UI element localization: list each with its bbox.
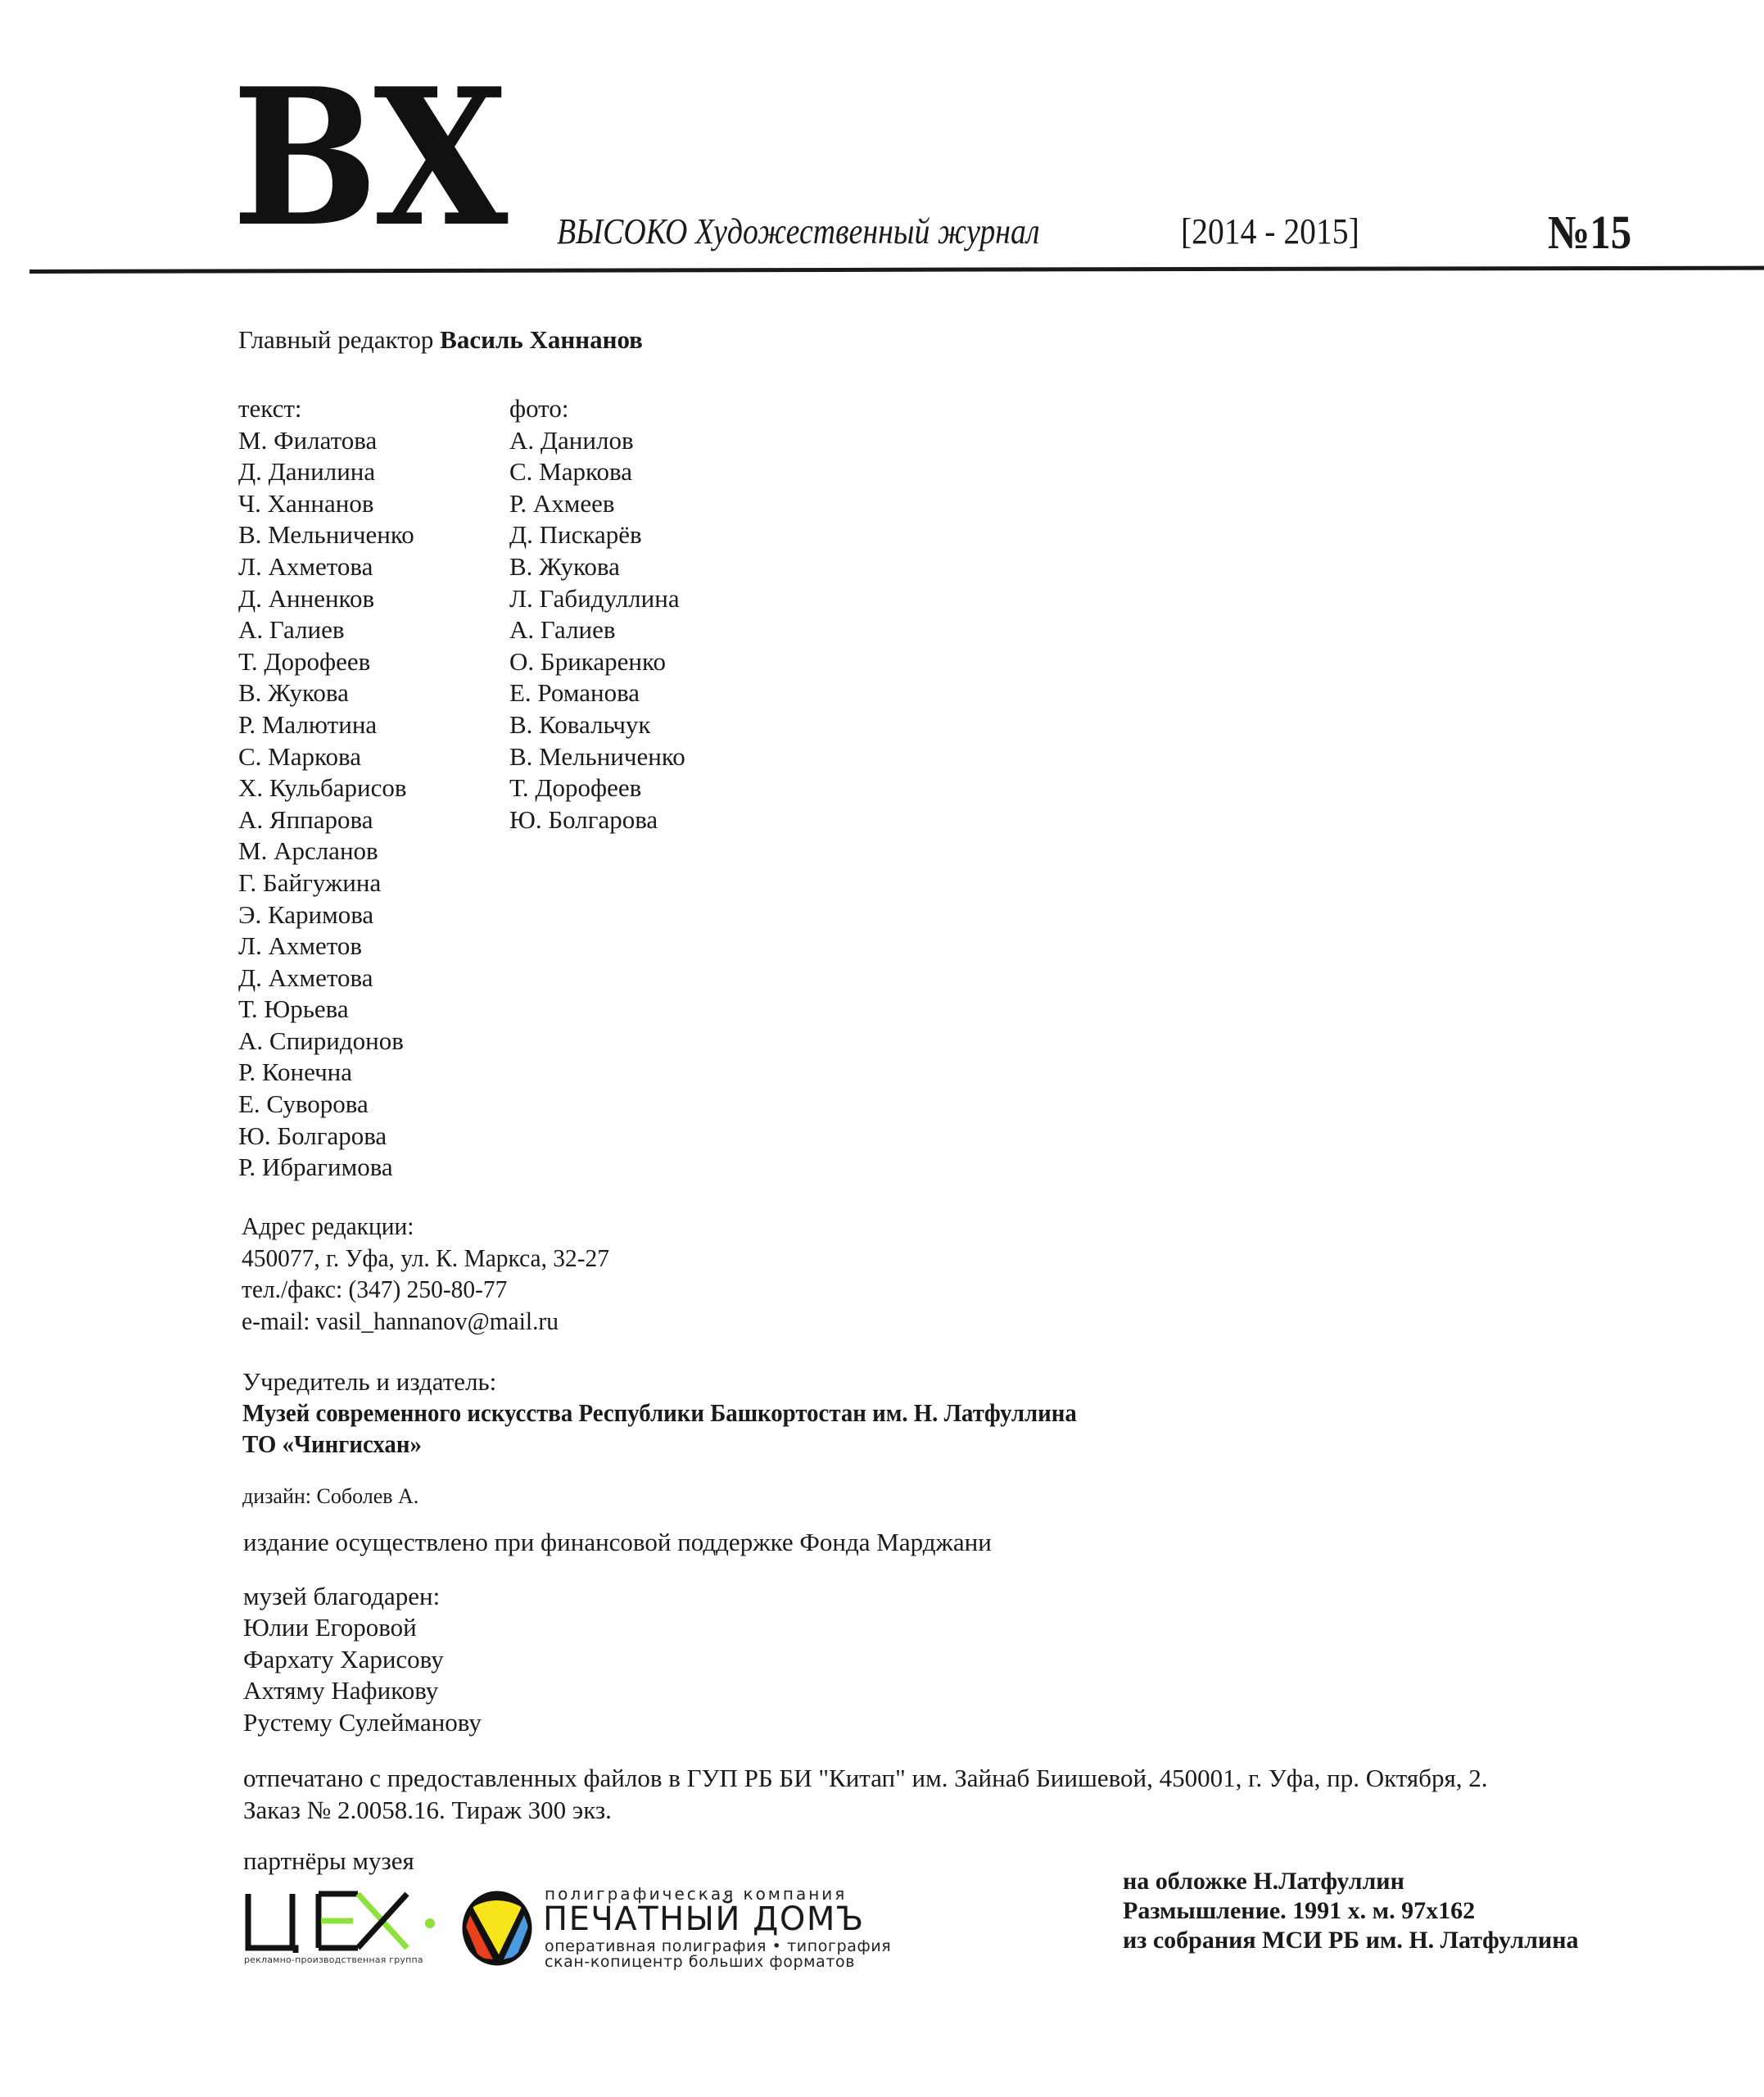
text-author: А. Спиридонов — [238, 1026, 404, 1055]
text-author: В. Жукова — [238, 678, 349, 708]
chief-editor-label: Главный редактор — [238, 325, 434, 354]
address-street: 450077, г. Уфа, ул. К. Маркса, 32-27 — [242, 1243, 610, 1272]
acknowledged-person: Ахтяму Нафикову — [243, 1676, 439, 1705]
pd-company-name: ПЕЧАТНЫЙ ДОМЪ — [543, 1900, 865, 1938]
printing-line-1: отпечатано с предоставленных файлов в ГУП РБ БИ "Китап" им. Зайнаб Биишевой, 450001, г. Уфа, пр. Октября, 2. — [243, 1764, 1488, 1792]
photo-author: Р. Ахмеев — [509, 488, 615, 518]
photo-author: В. Жукова — [509, 551, 620, 581]
tsex-letter-ts — [248, 1894, 296, 1953]
cover-note-line-2: Размышление. 1991 х. м. 97х162 — [1123, 1897, 1476, 1924]
acknowledged-person: Юлии Егоровой — [243, 1613, 417, 1642]
photo-author: А. Данилов — [509, 425, 634, 455]
photo-author: Е. Романова — [509, 678, 640, 708]
publisher-label: Учредитель и издатель: — [242, 1367, 497, 1396]
text-credits-label: текст: — [238, 394, 302, 423]
text-author: Ч. Ханнанов — [238, 488, 374, 518]
acknowledged-person: Рустему Сулейманову — [243, 1707, 482, 1737]
text-author: Х. Кульбарисов — [238, 773, 407, 803]
text-author: Г. Байгужина — [238, 867, 382, 897]
photo-author: С. Маркова — [509, 457, 632, 487]
cover-note-line-1: на обложке Н.Латфуллин — [1123, 1868, 1404, 1895]
partners-label: партнёры музея — [243, 1846, 414, 1875]
text-author: М. Арсланов — [238, 836, 378, 866]
tsex-letter-e — [319, 1894, 358, 1948]
printing-line-2: Заказ № 2.0058.16. Тираж 300 экз. — [243, 1796, 612, 1824]
text-author: Е. Суворова — [238, 1089, 369, 1119]
photo-author: Д. Пискарёв — [509, 520, 642, 550]
photo-author: А. Галиев — [509, 615, 616, 645]
text-author: Р. Ибрагимова — [238, 1153, 393, 1182]
cover-note — [1123, 1866, 1578, 1954]
text-author: Д. Ахметова — [238, 962, 373, 992]
text-author: Д. Анненков — [238, 583, 375, 613]
photo-author: О. Брикаренко — [509, 646, 666, 676]
text-author: Р. Конечна — [238, 1058, 353, 1087]
address-label: Адрес редакции: — [242, 1212, 414, 1240]
text-author: Р. Малютина — [238, 709, 378, 739]
photo-author: Л. Габидуллина — [509, 583, 680, 613]
photo-credits — [509, 393, 685, 834]
text-author: В. Мельниченко — [238, 520, 414, 550]
pechatny-dom-logo-icon — [461, 1891, 533, 1966]
text-author: М. Филатова — [238, 425, 378, 455]
address-email[interactable]: e-mail: vasil_hannanov@mail.ru — [242, 1306, 559, 1335]
tsex-caption: рекламно-производственная группа — [244, 1954, 423, 1965]
magazine-subtitle: ВЫСОКО Художественный журнал — [557, 211, 1040, 251]
publisher-org: ТО «Чингисхан» — [242, 1429, 422, 1458]
pd-tagline-top: полиграфическая компания — [545, 1884, 848, 1904]
pd-services-line-1: оперативная полиграфия • типография — [545, 1937, 892, 1955]
chief-editor-name: Василь Ханнанов — [440, 325, 643, 354]
printing-info — [243, 1763, 1487, 1827]
text-author: С. Маркова — [238, 741, 361, 771]
tsex-dot — [425, 1918, 435, 1928]
design-credit: дизайн: Соболев А. — [242, 1484, 419, 1508]
text-author: Т. Дорофеев — [238, 646, 371, 676]
acknowledged-person: Фархату Харисову — [243, 1644, 444, 1674]
acknowledgements — [243, 1581, 482, 1737]
acknowledgements-label: музей благодарен: — [243, 1582, 441, 1610]
photo-author: Т. Дорофеев — [509, 773, 642, 803]
text-credits — [238, 393, 414, 1182]
publisher-museum: Музей современного искусства Республики Башкортостан им. Н. Латфуллина — [242, 1398, 1077, 1427]
photo-credits-label: фото: — [509, 394, 569, 423]
text-author: Т. Юрьева — [238, 994, 349, 1024]
photo-author: В. Ковальчук — [509, 709, 651, 739]
photo-author: Ю. Болгарова — [509, 804, 658, 834]
chief-editor — [238, 324, 643, 356]
text-author: Л. Ахметова — [238, 551, 373, 581]
text-author: Л. Ахметов — [238, 931, 363, 961]
tsex-letter-x — [358, 1894, 407, 1948]
issue-number: №15 — [1548, 206, 1632, 259]
funding-note: издание осуществлено при финансовой поддержке Фонда Марджани — [243, 1528, 992, 1556]
publisher-block — [242, 1366, 1140, 1460]
magazine-years: [2014 - 2015] — [1181, 211, 1359, 251]
photo-author: В. Мельниченко — [509, 741, 685, 771]
text-author: А. Яппарова — [238, 804, 373, 834]
magazine-logo: ВХ — [232, 48, 504, 269]
text-author: Ю. Болгарова — [238, 1121, 387, 1150]
editorial-address — [242, 1211, 609, 1337]
address-phone: тел./факс: (347) 250-80-77 — [242, 1275, 508, 1304]
cover-note-line-3: из собрания МСИ РБ им. Н. Латфуллина — [1123, 1927, 1579, 1954]
text-author: А. Галиев — [238, 615, 345, 645]
pd-services-line-2: скан-копицентр больших форматов — [545, 1953, 856, 1971]
text-author: Д. Данилина — [238, 457, 376, 487]
text-author: Э. Каримова — [238, 899, 374, 929]
